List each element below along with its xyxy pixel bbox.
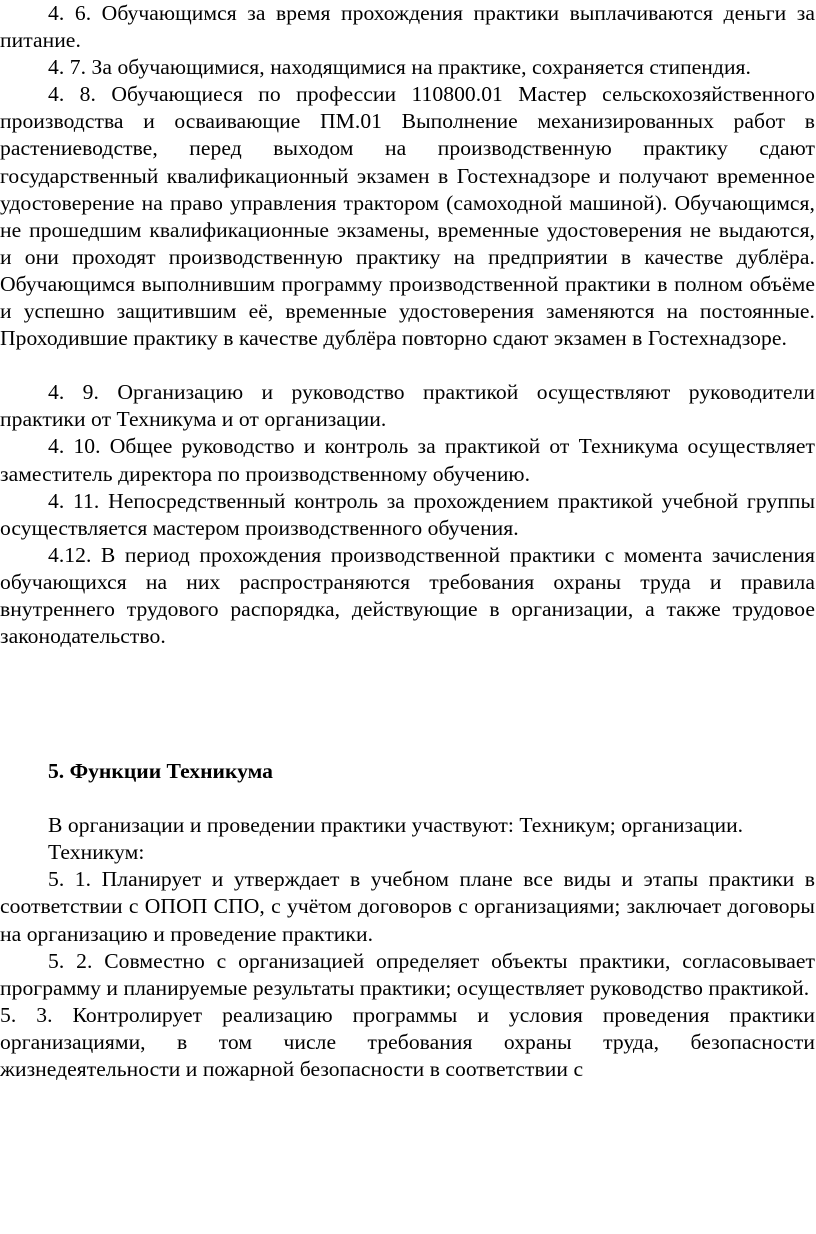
paragraph-participants: В организации и проведении практики участвуют: Техникум; организации. — [48, 813, 744, 838]
paragraph-4-7: 4. 7. За обучающимися, находящимися на практике, сохраняется стипендия. — [48, 55, 751, 80]
paragraph-4-10: 4. 10. Общее руководство и контроль за практикой от Техникума осуществляет заместитель директора по производственному обучению. — [0, 434, 815, 486]
paragraph-5-1: 5. 1. Планирует и утверждает в учебном плане все виды и этапы практики в соответствии с ОПОП СПО, с учётом договоров с организациями; заключает договоры на организацию и проведение практики. — [0, 867, 815, 946]
paragraph-5-3: 5. 3. Контролирует реализацию программы и условия проведения практики организациями, в том числе требования охраны труда, безопасности жизнедеятельности и пожарной безопасности в соответствии с — [0, 1002, 815, 1081]
blank-line — [0, 785, 816, 812]
paragraph-4-11: 4. 11. Непосредственный контроль за прохождением практикой учебной группы осуществляется мастером производственного обучения. — [0, 488, 815, 540]
paragraph-4-9: 4. 9. Организацию и руководство практикой осуществляют руководители практики от Техникума и от организации. — [0, 380, 815, 432]
blank-space — [0, 650, 816, 758]
blank-line — [0, 352, 816, 379]
paragraph-4-6: 4. 6. Обучающимся за время прохождения практики выплачиваются деньги за питание. — [0, 1, 815, 53]
section-heading: 5. Функции Техникума — [48, 759, 273, 784]
paragraph-technikum-label: Техникум: — [48, 840, 145, 865]
paragraph-5-2: 5. 2. Совместно с организацией определяет объекты практики, согласовывает программу и планируемые результаты практики; осуществляет руководство практикой. — [0, 948, 815, 1000]
paragraph-4-8: 4. 8. Обучающиеся по профессии 110800.01 Мастер сельскохозяйственного производства и осваивающие ПМ.01 Выполнение механизированных работ в растениеводстве, перед выходом на производственную практику сдают государственный квалификационный экзамен в Гостехнадзоре и получают временное удостоверение на право управления трактором (самоходной машиной). Обучающимся, не прошедшим квалификационные экзамены, временные удостоверения не выдаются, и они проходят производственную практику на предприятии в качестве дублёра. Обучающимся выполнившим программу производственной практики в полном объёме и успешно защитившим её, временные удостоверения заменяются на постоянные. Проходившие практику в качестве дублёра повторно сдают экзамен в Гостехнадзоре. — [0, 82, 815, 351]
paragraph-4-12: 4.12. В период прохождения производственной практики с момента зачисления обучающихся на них распространяются требования охраны труда и правила внутреннего трудового распорядка, действующие в организации, а также трудовое законодательство. — [0, 542, 815, 649]
